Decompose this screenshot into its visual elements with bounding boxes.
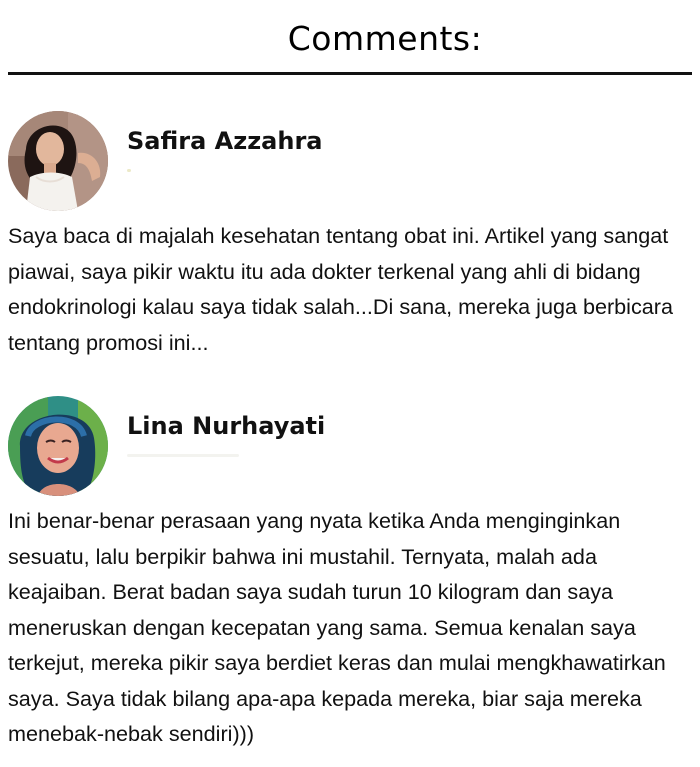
rating-placeholder bbox=[127, 454, 239, 457]
rating-placeholder bbox=[127, 169, 131, 172]
avatar bbox=[8, 396, 108, 496]
comment-author: Lina Nurhayati bbox=[127, 412, 326, 440]
comment-text: Saya baca di majalah kesehatan tentang obat ini. Artikel yang sangat piawai, saya pikir waktu itu ada dokter terkenal yang ahli di bidang endokrinologi kalau saya tidak salah...Di sana, mereka juga berbicara tentang promosi ini... bbox=[8, 223, 673, 355]
comment-header bbox=[8, 111, 694, 211]
section-title: Comments: bbox=[287, 19, 483, 58]
comment-header bbox=[8, 396, 694, 496]
title-divider bbox=[8, 72, 692, 75]
comment-author: Safira Azzahra bbox=[127, 127, 323, 155]
user-photo-icon bbox=[8, 111, 108, 211]
user-photo-icon bbox=[8, 396, 108, 496]
comment-item bbox=[8, 111, 694, 360]
comment-item bbox=[8, 396, 694, 752]
avatar bbox=[8, 111, 108, 211]
comment-text: Ini benar-benar perasaan yang nyata ketika Anda menginginkan sesuatu, lalu berpikir bahwa ini mustahil. Ternyata, malah ada keajaiban. Berat badan saya sudah turun 10 kilogram dan saya meneruskan dengan kecepatan yang sama. Semua kenalan saya terkejut, mereka pikir saya berdiet keras dan mulai mengkhawatirkan saya. Saya tidak bilang apa-apa kepada mereka, biar saja mereka menebak-nebak sendiri))) bbox=[8, 508, 666, 746]
comments-header bbox=[8, 16, 692, 62]
